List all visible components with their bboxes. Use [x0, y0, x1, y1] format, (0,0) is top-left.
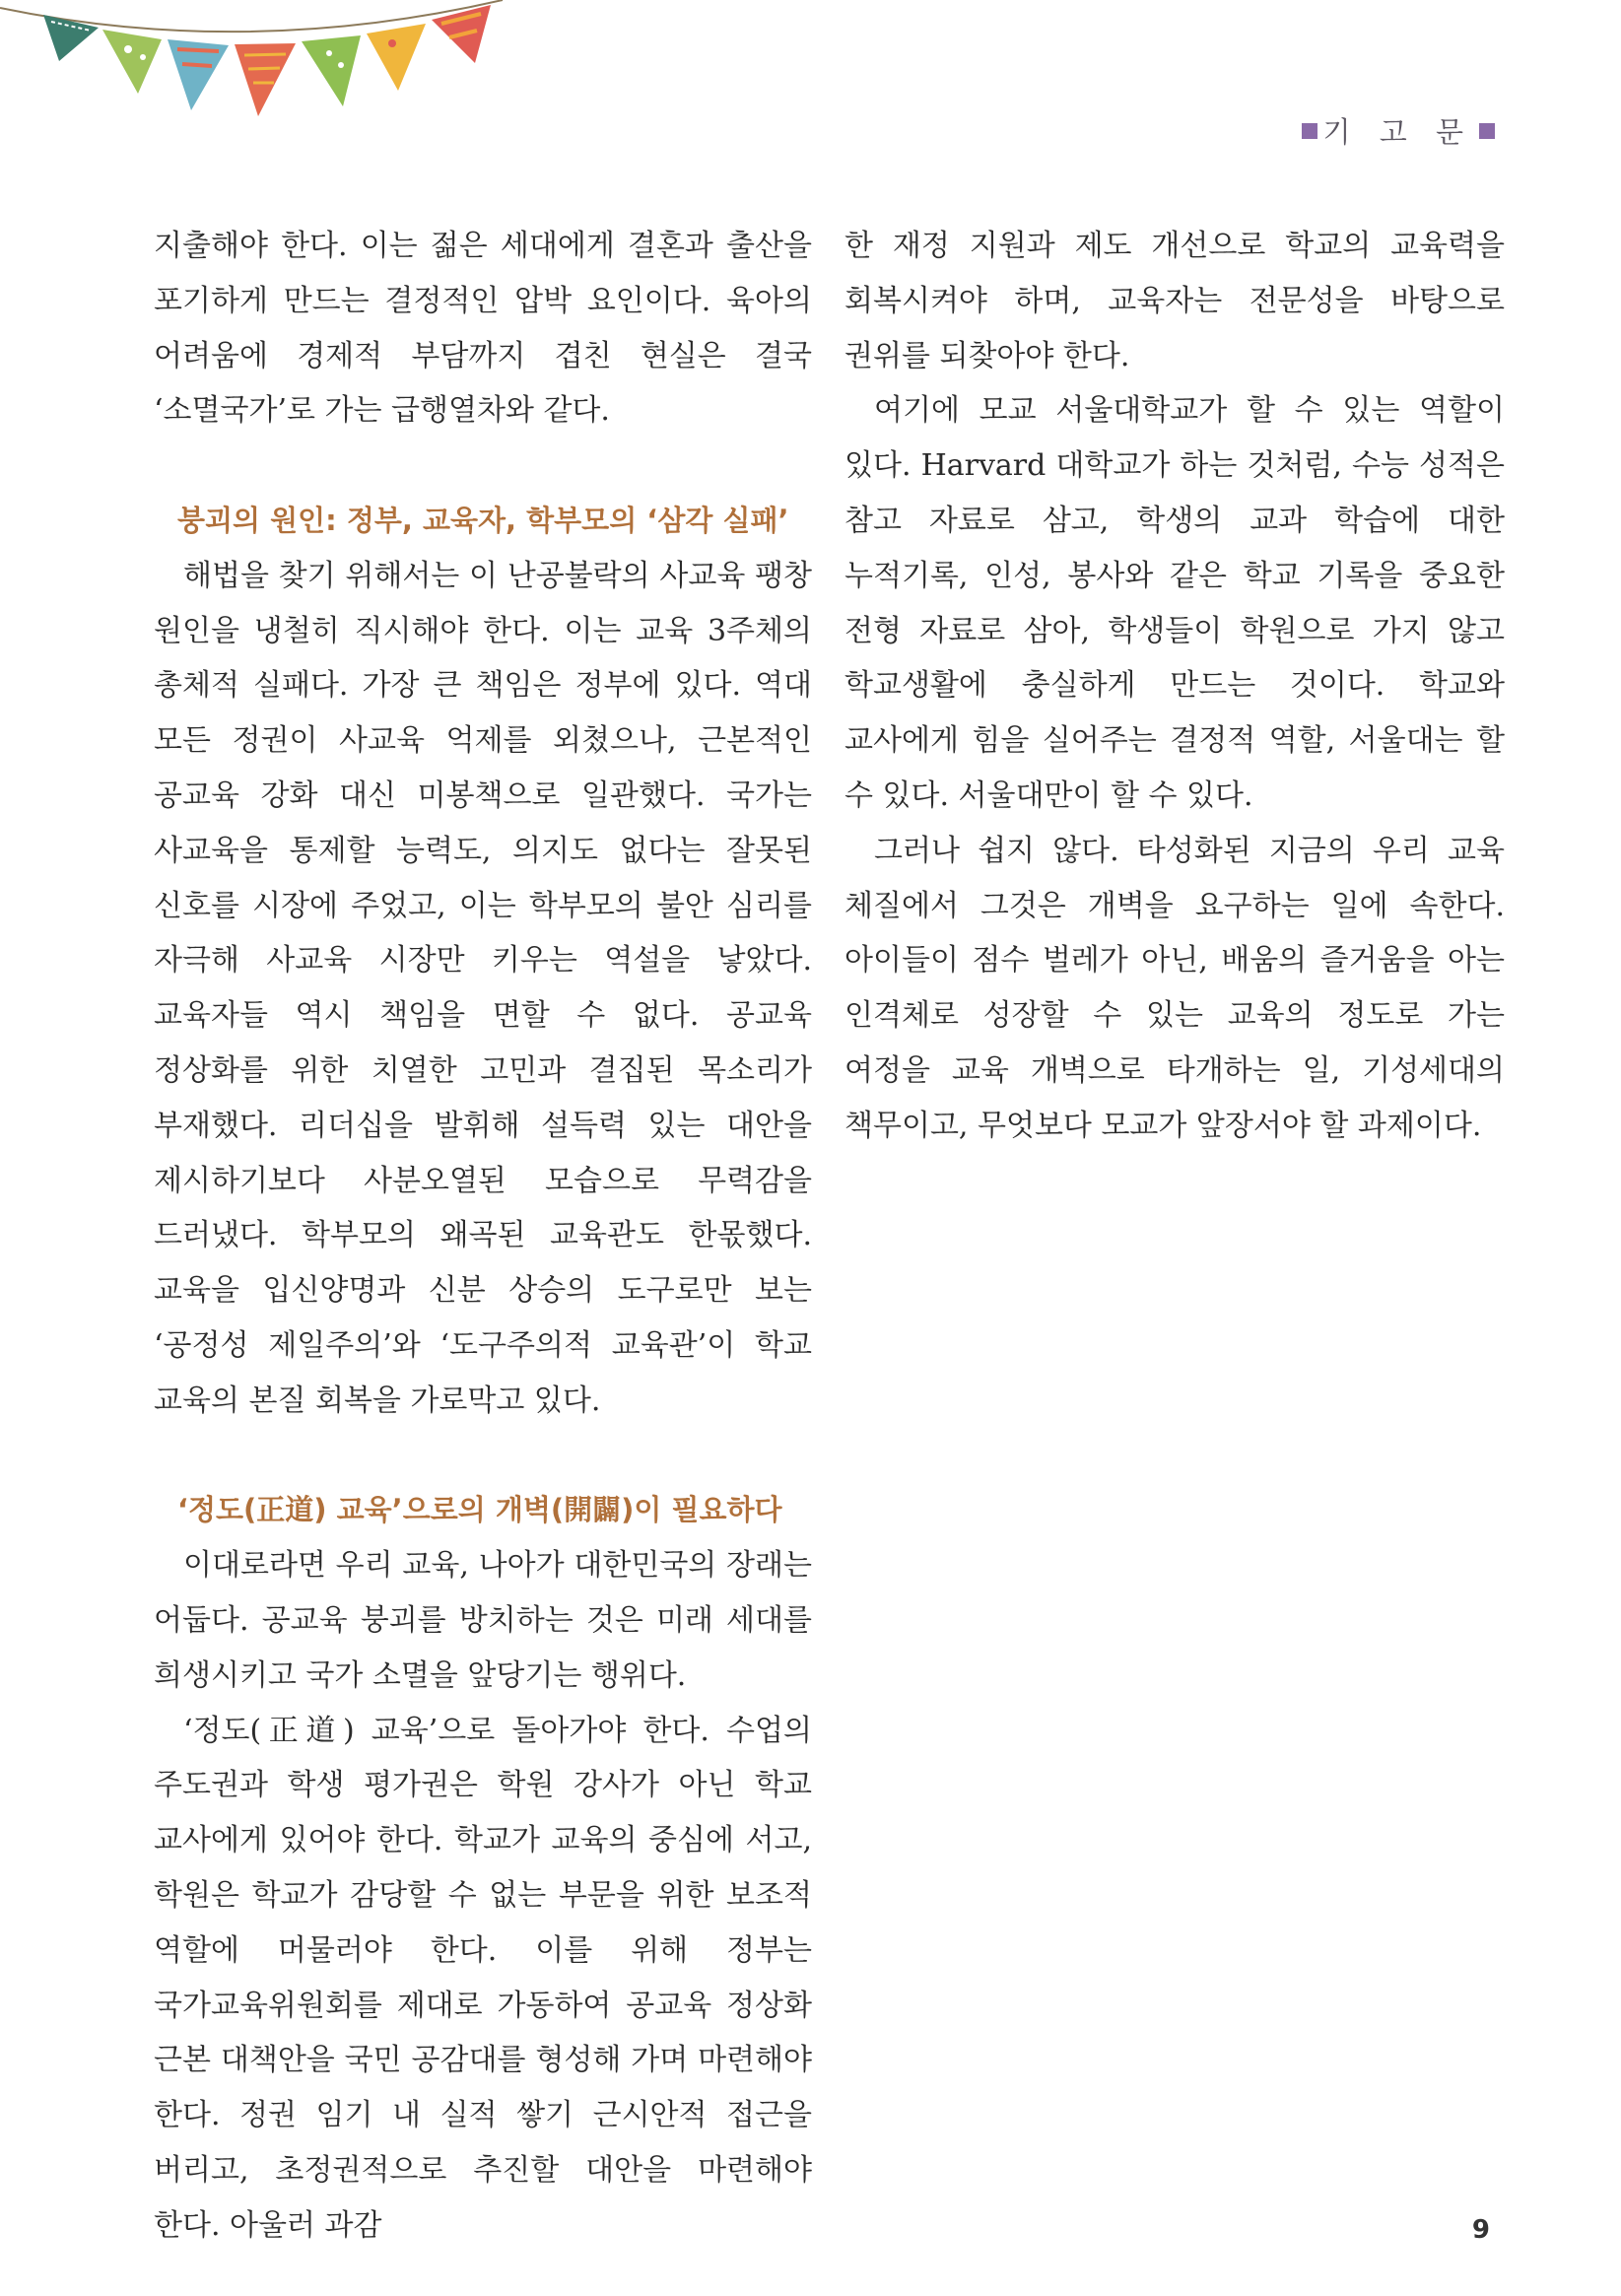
section-heading: ‘정도(正道) 교육’으로의 개벽(開闢)이 필요하다: [177, 1493, 782, 1527]
right-column: [844, 219, 1505, 1154]
bunting-flag: [43, 15, 99, 61]
section-tag: [1302, 110, 1495, 151]
section-heading: 붕괴의 원인: 정부, 교육자, 학부모의 ‘삼각 실패’: [177, 503, 789, 537]
left-column: [154, 219, 812, 2253]
bunting-flag: [102, 30, 162, 94]
section-label: 기 고 문: [1322, 115, 1473, 149]
bunting-flag: [235, 43, 296, 116]
bunting-flag: [168, 39, 229, 110]
paragraph: 한 재정 지원과 제도 개선으로 학교의 교육력을 회복시켜야 하며, 교육자는 전문성을 바탕으로 권위를 되찾아야 한다.: [844, 229, 1505, 373]
bunting-flag: [367, 24, 426, 91]
paragraph: 지출해야 한다. 이는 젊은 세대에게 결혼과 출산을 포기하게 만드는 결정적인 압박 요인이다. 육아의 어려움에 경제적 부담까지 겹친 현실은 결국 ‘소멸국가’로 가는 급행열차와 같다.: [154, 229, 812, 429]
tag-square-left: [1302, 123, 1317, 139]
paragraph: 이대로라면 우리 교육, 나아가 대한민국의 장래는 어둡다. 공교육 붕괴를 방치하는 것은 미래 세대를 희생시키고 국가 소멸을 앞당기는 행위다.: [154, 1548, 812, 1693]
paragraph: 해법을 찾기 위해서는 이 난공불락의 사교육 팽창 원인을 냉철히 직시해야 한다. 이는 교육 3주체의 총체적 실패다. 가장 큰 책임은 정부에 있다. 역대 모든 정권이 사교육 억제를 외쳤으나, 근본적인 공교육 강화 대신 미봉책으로 일관했다. 국가는 사교육을 통제할 능력도, 의지도 없다는 잘못된 신호를 시장에 주었고, 이는 학부모의 불안 심리를 자극해 사교육 시장만 키우는 역설을 낳았다. 교육자들 역시 책임을 면할 수 없다. 공교육 정상화를 위한 치열한 고민과 결집된 목소리가 부재했다. 리더십을 발휘해 설득력 있는 대안을 제시하기보다 사분오열된 모습으로 무력감을 드러냈다. 학부모의 왜곡된 교육관도 한몫했다. 교육을 입신양명과 신분 상승의 도구로만 보는 ‘공정성 제일주의’와 ‘도구주의적 교육관’이 학교 교육의 본질 회복을 가로막고 있다.: [154, 558, 812, 1418]
tag-square-right: [1479, 123, 1495, 139]
page-number: 9: [1471, 2215, 1490, 2245]
paragraph: ‘정도(正道) 교육’으로 돌아가야 한다. 수업의 주도권과 학생 평가권은 학원 강사가 아닌 학교 교사에게 있어야 한다. 학교가 교육의 중심에 서고, 학원은 학교가 감당할 수 없는 부문을 위한 보조적 역할에 머물러야 한다. 이를 위해 정부는 국가교육위원회를 제대로 가동하여 공교육 정상화 근본 대책안을 국민 공감대를 형성해 가며 마련해야 한다. 정권 임기 내 실적 쌓기 근시안적 접근을 버리고, 초정권적으로 추진할 대안을 마련해야 한다. 아울러 과감: [154, 1713, 812, 2243]
paragraph: 그러나 쉽지 않다. 타성화된 지금의 우리 교육 체질에서 그것은 개벽을 요구하는 일에 속한다. 아이들이 점수 벌레가 아닌, 배움의 즐거움을 아는 인격체로 성장할 수 있는 교육의 정도로 가는 여정을 교육 개벽으로 타개하는 일, 기성세대의 책무이고, 무엇보다 모교가 앞장서야 할 과제이다.: [844, 833, 1505, 1143]
bunting-decoration: [0, 0, 512, 133]
paragraph: 여기에 모교 서울대학교가 할 수 있는 역할이 있다. Harvard 대학교가 하는 것처럼, 수능 성적은 참고 자료로 삼고, 학생의 교과 학습에 대한 누적기록, 인성, 봉사와 같은 학교 기록을 중요한 전형 자료로 삼아, 학생들이 학원으로 가지 않고 학교생활에 충실하게 만드는 것이다. 학교와 교사에게 힘을 실어주는 결정적 역할, 서울대는 할 수 있다. 서울대만이 할 수 있다.: [844, 393, 1505, 813]
bunting-flag: [302, 35, 361, 106]
